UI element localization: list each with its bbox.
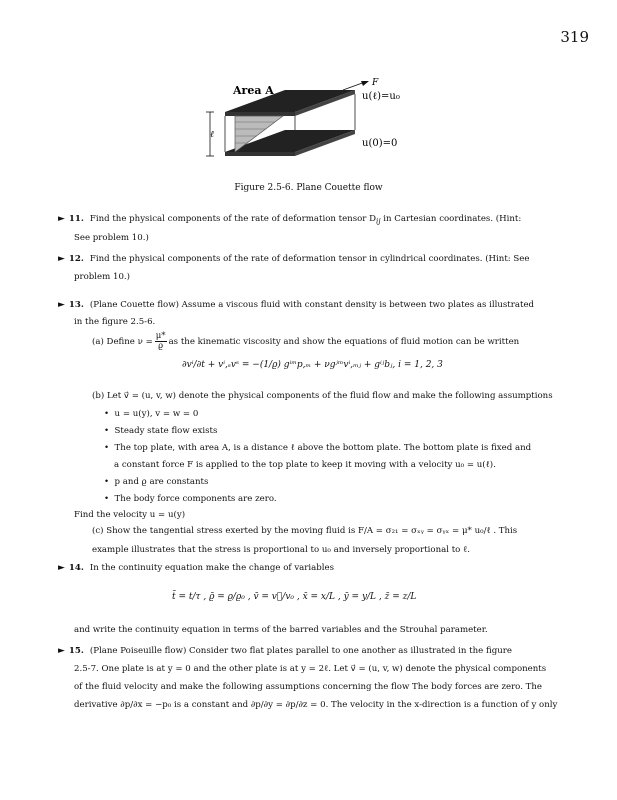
- arrow-icon: ►: [58, 214, 65, 224]
- find-velocity: Find the velocity u = u(y): [74, 510, 186, 520]
- equation-navier-stokes: ∂vⁱ/∂t + vⁱ,ₛvˢ = −(1/ϱ) gⁱᵐp,ₘ + νgʲᵐvⁱ,ₘⱼ + gⁱʲbⱼ, i = 1, 2, 3: [182, 360, 443, 370]
- bullet-1: • u = u(y), v = w = 0: [104, 409, 199, 419]
- problem-13b: (b) Let v⃗ = (u, v, w) denote the physical components of the fluid flow and make the following assumptions: [92, 391, 553, 401]
- gap-label: ℓ: [210, 130, 214, 140]
- couette-flow-figure: [195, 74, 445, 174]
- bottom-velocity-label: u(0)=0: [362, 138, 398, 149]
- area-label: Area A: [233, 84, 274, 97]
- top-velocity-label: u(ℓ)=u₀: [362, 91, 400, 102]
- arrow-icon: ►: [58, 254, 65, 264]
- arrow-icon: ►: [58, 563, 65, 573]
- problem-12: ► 12. Find the physical components of the rate of deformation tensor in cylindrical coordinates. (Hint: See: [58, 254, 530, 264]
- problem-15: ► 15. (Plane Poiseuille flow) Consider two flat plates parallel to one another as illustrated in the figure: [58, 646, 512, 656]
- bullet-3-cont: a constant force F is applied to the top plate to keep it moving with a velocity u₀ = u(ℓ).: [114, 460, 496, 470]
- arrow-icon: ►: [58, 300, 65, 310]
- bullet-4: • p and ϱ are constants: [104, 477, 209, 487]
- problem-13-line2: in the figure 2.5-6.: [74, 317, 156, 327]
- bullet-3: • The top plate, with area A, is a distance ℓ above the bottom plate. The bottom plate is fixed and: [104, 443, 532, 453]
- equation-change-of-variables: t̄ = t/τ , ϱ̄ = ϱ/ϱ₀ , v̄ = v⃗/v₀ , x̄ = x/L , ȳ = y/L , z̄ = z/L: [172, 592, 417, 602]
- figure-caption: Figure 2.5-6. Plane Couette flow: [234, 183, 383, 193]
- problem-13a: (a) Define ν = $\frac{\mu*}{ϱ}$ as the kinematic viscosity and show the equations of fluid motion can be written: [92, 331, 520, 351]
- problem-12-line2: problem 10.): [74, 272, 131, 282]
- bullet-2: • Steady state flow exists: [104, 426, 218, 436]
- page-number: 319: [560, 28, 589, 46]
- problem-15-line4: derivative ∂p/∂x = −p₀ is a constant and ∂p/∂y = ∂p/∂z = 0. The velocity in the x-direction is a function of y only: [74, 700, 558, 710]
- force-arrow: [361, 81, 369, 86]
- problem-15-line2: 2.5-7. One plate is at y = 0 and the other plate is at y = 2ℓ. Let v⃗ = (u, v, w) denote the physical components: [74, 664, 547, 674]
- problem-13c: (c) Show the tangential stress exerted by the moving fluid is F/A = σ₂₁ = σₓᵧ = σᵧₓ = μ* u₀/ℓ . This: [92, 526, 518, 536]
- problem-15-line3: of the fluid velocity and make the following assumptions concerning the flow The body forces are zero. The: [74, 682, 543, 692]
- force-label: F: [372, 78, 379, 88]
- problem-13c-line2: example illustrates that the stress is proportional to u₀ and inversely proportional to ℓ.: [92, 545, 470, 555]
- problem-11-line2: See problem 10.): [74, 233, 149, 243]
- problem-13: ► 13. (Plane Couette flow) Assume a viscous fluid with constant density is between two plates as illustrated: [58, 300, 535, 310]
- bullet-5: • The body force components are zero.: [104, 494, 277, 504]
- arrow-icon: ►: [58, 646, 65, 656]
- problem-11: ► 11. Find the physical components of the rate of deformation tensor $D_{ij}$ in Cartesian coordinates. (Hint:: [58, 214, 522, 226]
- problem-14-line2: and write the continuity equation in terms of the barred variables and the Strouhal parameter.: [74, 625, 488, 635]
- problem-14: ► 14. In the continuity equation make the change of variables: [58, 563, 335, 573]
